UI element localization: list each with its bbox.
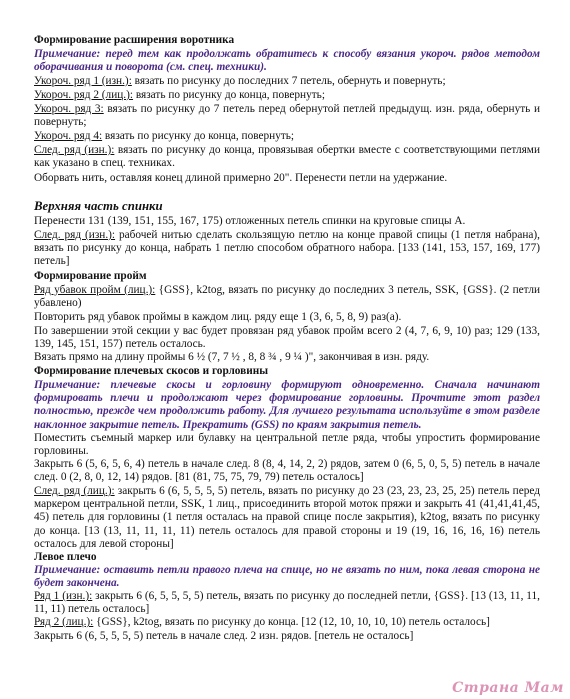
left-row-2 (34, 616, 540, 629)
armhole-decrease-row (34, 284, 540, 310)
armhole-decrease-text: {GSS}, k2tog, вязать по рисунку до последних 3 петель, SSK, {GSS}. (2 петли убавлено) (34, 284, 540, 310)
armhole-decrease-label: Ряд убавок пройм (лиц.): (34, 284, 156, 296)
upper-next-row-label: След. ряд (изн.): (34, 229, 116, 241)
shoulders-next-row-label: След. ряд (лиц.): (34, 485, 115, 497)
short-row-3 (34, 103, 540, 129)
shoulders-note (34, 379, 540, 432)
short-row-1-text: вязать по рисунку до последних 7 петель, обернуть и повернуть; (131, 75, 446, 87)
left-row-1-text: закрыть 6 (6, 5, 5, 5, 5) петель, вязать по рисунку до последней петли, {GSS}. [13 (13, 11, 11, 11, 11) петель осталось] (34, 590, 540, 616)
next-row-wrap (34, 144, 540, 170)
short-row-2-text: вязать по рисунку до конца, повернуть; (133, 89, 325, 101)
shoulders-note-text: плечевые скосы и горловину формируют одновременно. Сначала начинают формировать плечи и продолжают через формирование горловины. Прочтите этот раздел полностью, прежде чем продолжить работу. Для лучшего результата используйте в этом разделе наклонное закрытие петель. Прекратить (GSS) по краям закрытия петель. (34, 379, 540, 431)
upper-back-title: Верхняя часть спинки (34, 199, 163, 213)
short-row-3-label: Укороч. ряд 3: (34, 103, 104, 115)
short-row-2-label: Укороч. ряд 2 (лиц.): (34, 89, 134, 101)
left-row-1-label: Ряд 1 (изн.): (34, 590, 93, 602)
short-row-4-text: вязать по рисунку до конца, повернуть; (102, 130, 295, 142)
collar-note (34, 48, 540, 74)
collar-closing: Оборвать нить, оставляя конец длиной примерно 20". Перенести петли на удержание. (34, 172, 448, 184)
left-bindoff: Закрыть 6 (6, 5, 5, 5, 5) петель в начале след. 2 изн. рядов. [петель не осталось] (34, 630, 414, 642)
collar-note-text: перед тем как продолжать обратитесь к способу вязания укороч. рядов методом оборачивания и поворота (см. спец. техники). (34, 48, 540, 74)
upper-next-row (34, 229, 540, 269)
short-row-1 (34, 75, 540, 88)
collar-heading: Формирование расширения воротника (34, 34, 235, 46)
shoulders-next-row-text: закрыть 6 (6, 5, 5, 5, 5) петель, вязать по рисунку до 23 (23, 23, 23, 25, 25) петель перед маркером центральной петли, SSK, 1 лиц., присоединить второй моток пряжи и закрыть 41 (41,41,41,45, 45) петель для горловины (1 петля осталась на правой спице после закрытия), k2tog, вязать по рисунку до конца. [13 (13, 11, 11, 11, 11) петель осталось для правой стороны и 19 (19, 16, 16, 16, 16) петель осталось для левой стороны] (34, 485, 540, 550)
shoulders-next-row (34, 485, 540, 551)
left-shoulder-note-label: Примечание: (34, 564, 101, 576)
short-row-2 (34, 89, 540, 102)
short-row-3-text: вязать по рисунку до 7 петель перед обернутой петлей предыдущ. изн. ряда, обернуть и повернуть; (34, 103, 540, 129)
shoulders-bindoff: Закрыть 6 (5, 6, 5, 6, 4) петель в начале след. 8 (8, 4, 14, 2, 2) рядов, затем 0 (6, 5, 0, 5, 5) петель в начале след. 0 (2, 8, 0, 12, 14) рядов. [81 (81, 75, 75, 79, 79) петель осталось] (34, 458, 540, 484)
collar-note-label: Примечание: (34, 48, 101, 60)
left-row-1 (34, 590, 540, 616)
next-row-wrap-text: вязать по рисунку до конца, провязывая обертки вместе с соответствующими петлями как указано в спец. техниках. (34, 144, 540, 170)
armhole-straight: Вязать прямо на длину проймы 6 ½ (7, 7 ½ , 8, 8 ¾ , 9 ¼ )", закончивая в изн. ряду. (34, 351, 430, 363)
left-shoulder-note-text: оставить петли правого плеча на спице, но не вязать по ним, пока левая сторона не будет закончена. (34, 564, 540, 590)
site-watermark: Страна Мам (452, 679, 564, 696)
armhole-heading: Формирование пройм (34, 270, 147, 282)
left-row-2-text: {GSS}, k2tog, вязать по рисунку до конца. [12 (12, 10, 10, 10, 10) петель осталось] (93, 616, 490, 628)
shoulders-heading: Формирование плечевых скосов и горловины (34, 365, 269, 377)
left-shoulder-note (34, 564, 540, 590)
armhole-repeat: Повторить ряд убавок проймы в каждом лиц. ряду еще 1 (3, 6, 5, 8, 9) раз(а). (34, 311, 402, 323)
upper-transfer: Перенести 131 (139, 151, 155, 167, 175) отложенных петель спинки на круговые спицы А. (34, 215, 466, 227)
shoulders-note-label: Примечание: (34, 379, 101, 391)
short-row-4-label: Укороч. ряд 4: (34, 130, 103, 142)
armhole-result: По завершении этой секции у вас будет провязан ряд убавок пройм всего 2 (4, 7, 6, 9, 10) раз; 129 (133, 139, 145, 151, 157) петель осталось. (34, 325, 540, 351)
short-row-4 (34, 130, 540, 143)
next-row-wrap-label: След. ряд (изн.): (34, 144, 115, 156)
shoulders-marker: Поместить съемный маркер или булавку на центральной петле ряда, чтобы упростить формирование горловины. (34, 432, 540, 458)
left-shoulder-heading: Левое плечо (34, 551, 97, 563)
upper-next-row-text: рабочей нитью сделать скользящую петлю на конце правой спицы (1 петля набрана), вязать по рисунку до конца, набрать 1 петлю способом обратного набора. [133 (141, 153, 157, 169, 177) петель] (34, 229, 540, 268)
short-row-1-label: Укороч. ряд 1 (изн.): (34, 75, 132, 87)
left-row-2-label: Ряд 2 (лиц.): (34, 616, 94, 628)
